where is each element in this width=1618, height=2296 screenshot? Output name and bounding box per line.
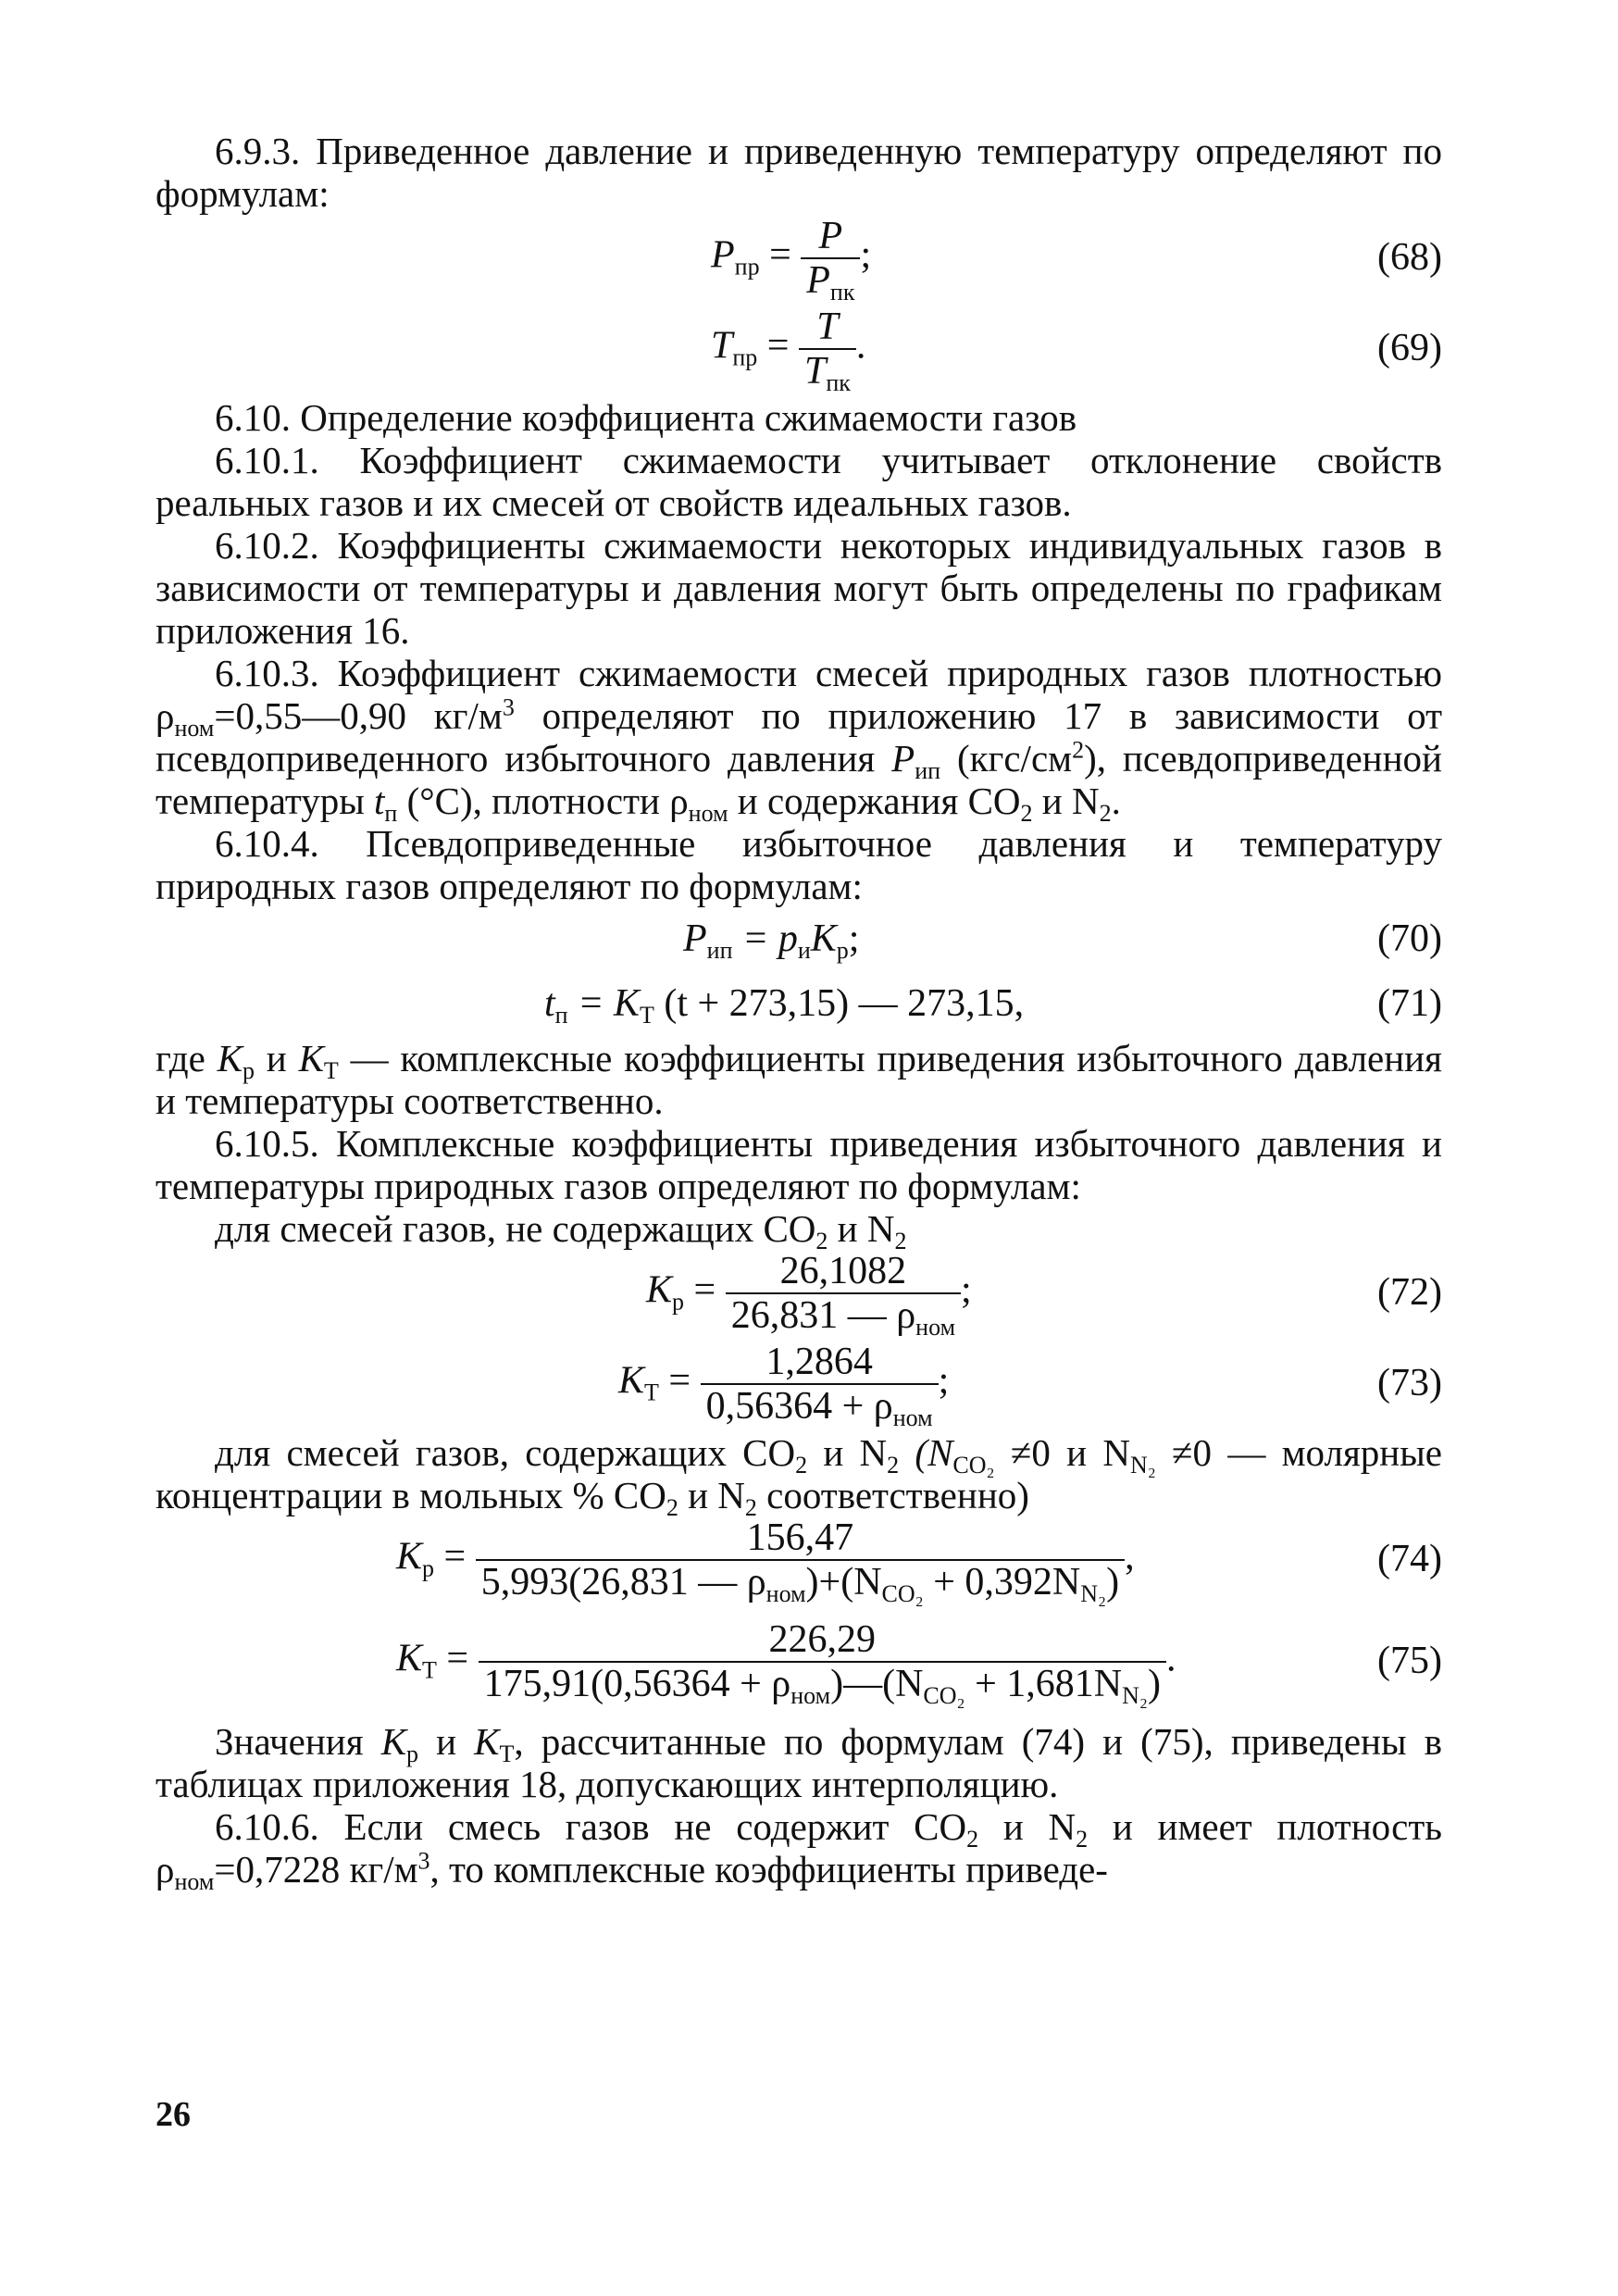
formula-75-expression: $K_T$ = $\frac{226,29}{175,91(0,56364 + \rho_{ном})—(N_{CO_2} + 1,681N_{N_2})}$ . [396,1618,1176,1709]
formula-74 [156,1516,1442,1618]
formula-71-expression: $t_п = K_T$ (t + 273,15) — 273,15, [544,982,1025,1029]
formula-68 [156,215,1442,306]
page-number: 26 [156,2095,191,2134]
formula-74-expression: $K_p$ = $\frac{156,47}{5,993(26,831 — \rho_{ном})+(N_{CO_2} + 0,392N_{N_2})}$ , [396,1516,1135,1607]
formula-68-number: (68) [1377,236,1442,279]
formula-73 [156,1341,1442,1431]
paragraph-no-co2: для смесей газов, не содержащих $CO_2$ и $N_2$ [215,1207,907,1254]
paragraph-6-9-3: 6.9.3. Приведенное давление и приведенную температуру определяют по формулам: [156,130,1442,215]
paragraph-6-10-2: 6.10.2. Коэффициенты сжимаемости некоторых индивидуальных газов в зависимости от температуры и давления могут быть определены по графикам приложения 16. [156,524,1442,652]
page-body [156,130,1442,1895]
paragraph-6-10-3: 6.10.3. Коэффициент сжимаемости смесей природных газов плотностью $\rho_{ном}=0,55—0,90$ $кг/м^3$ определяют по приложению 17 в зависимости от псевдоприведенного избыточного давления $P_{ип}$ $(кгс/см^2)$, псевдоприведенной температуры $t_п$ (°C), плотности $\rho_{ном}$ и содержания $CO_2$ и $N_2$. [156,652,1442,827]
paragraph-with-co2: для смесей газов, содержащих $CO_2$ и $N_2$ ($N_{CO_2} \ne 0$ и $N_{N_2} \ne 0$ — молярные концентрации в мольных % $CO_2$ и $N_2$ соответственно) [156,1431,1442,1521]
formula-72-number: (72) [1377,1271,1442,1314]
formula-75 [156,1618,1442,1720]
formula-69 [156,306,1442,396]
formula-73-number: (73) [1377,1362,1442,1404]
paragraph-values: Значения $K_p$ и $K_T$, рассчитанные по формулам (74) и (75), приведены в таблицах приложения 18, допускающих интерполяцию. [156,1720,1442,1805]
formula-75-number: (75) [1377,1640,1442,1682]
formula-73-expression: $K_T$ = $\frac{1,2864}{0,56364 + \rho_{ном}}$ ; [618,1341,950,1431]
formula-72 [156,1250,1442,1341]
formula-71-number: (71) [1377,982,1442,1025]
paragraph-6-10-4: 6.10.4. Псевдоприведенные избыточное давления и температуру природных газов определяют по формулам: [156,822,1442,907]
formula-68-expression: $P_{пр}$ = $\frac{P}{P_{пк}}$ ; [711,215,872,306]
paragraph-6-10-1: 6.10.1. Коэффициент сжимаемости учитывает отклонение свойств реальных газов и их смесей от свойств идеальных газов. [156,439,1442,524]
formula-70-number: (70) [1377,917,1442,960]
formula-70 [156,907,1442,972]
paragraph-6-10-5: 6.10.5. Комплексные коэффициенты приведения избыточного давления и температуры природных газов определяют по формулам: [156,1122,1442,1207]
heading-6-10: 6.10. Определение коэффициента сжимаемости газов [215,396,1077,439]
paragraph-6-10-6: 6.10.6. Если смесь газов не содержит $CO_2$ и $N_2$ и имеет плотность $\rho_{ном}=0,7228$ $кг/м^3$, то комплексные коэффициенты приведе- [156,1805,1442,1895]
formula-72-expression: $K_p$ = $\frac{26,1082}{26,831 — \rho_{ном}}$ ; [646,1250,972,1341]
paragraph-where-k: где $K_p$ и $K_T$ — комплексные коэффициенты приведения избыточного давления и температуры соответственно. [156,1037,1442,1122]
formula-70-expression: $P_{ип} = p_иK_p$; [683,917,860,964]
formula-69-number: (69) [1377,327,1442,369]
formula-71 [156,972,1442,1037]
formula-69-expression: $T_{пр}$ = $\frac{T}{T_{пк}}$ . [711,306,866,396]
formula-74-number: (74) [1377,1538,1442,1580]
